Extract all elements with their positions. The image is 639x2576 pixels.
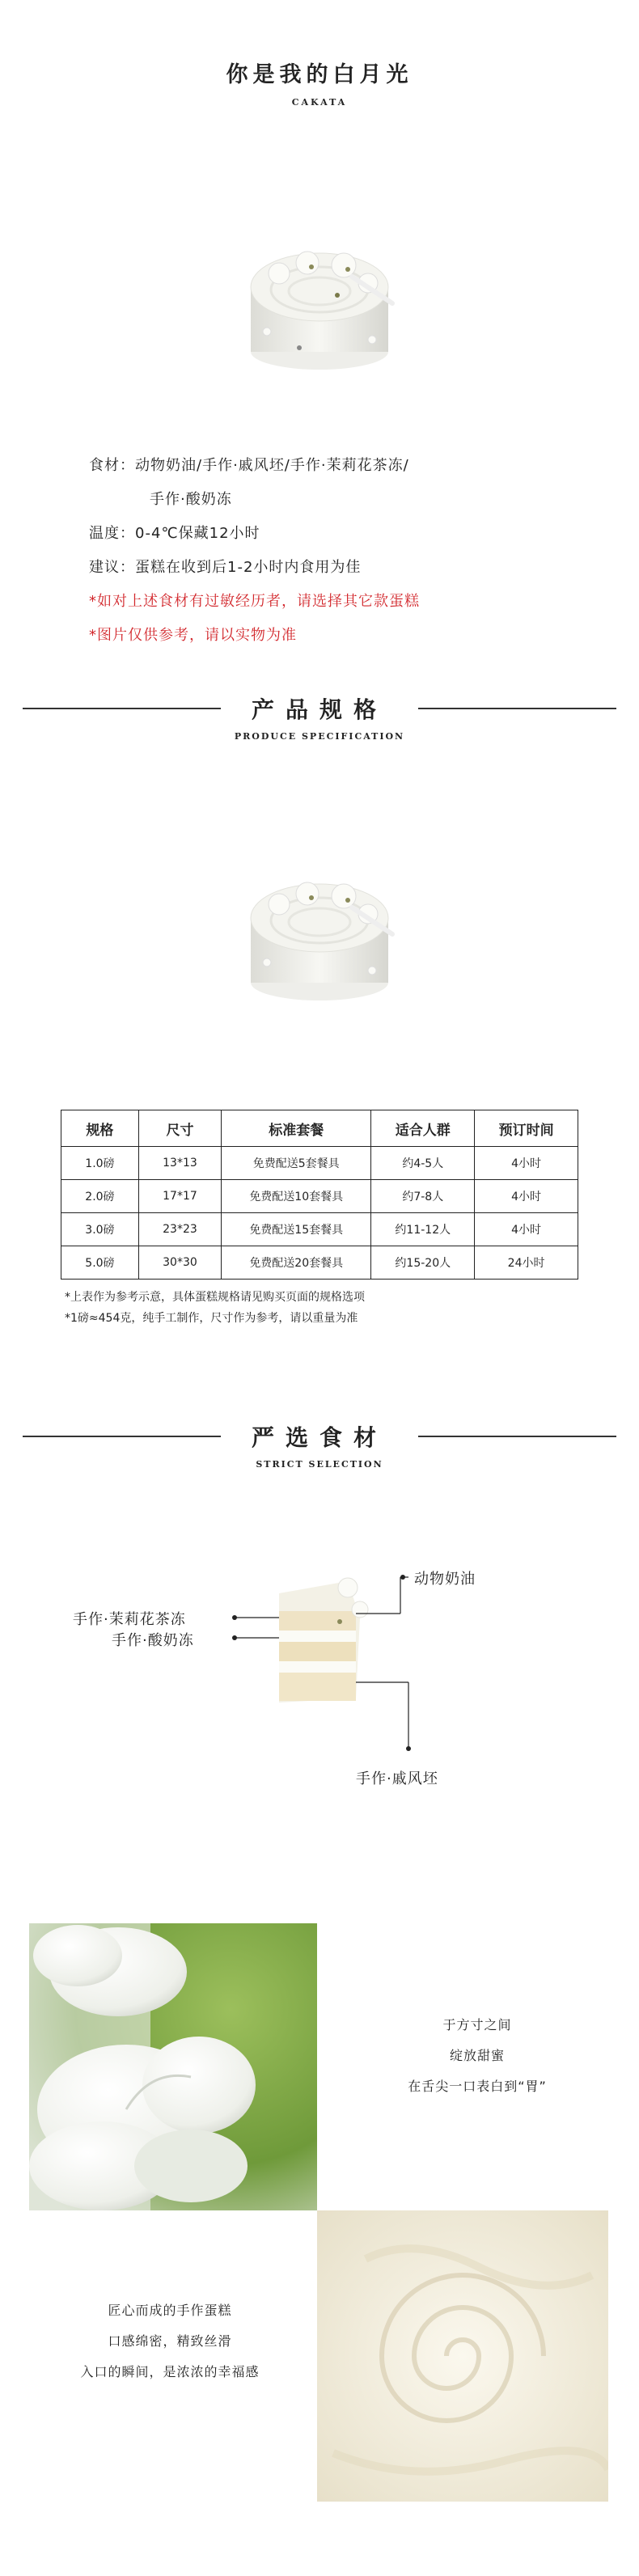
caption-line: 口感绵密，精致丝滑 [108,2333,232,2349]
table-header-cell: 预订时间 [475,1110,578,1147]
ingredient-label-yogurt: 手作·酸奶冻 [112,1632,194,1649]
spec-section-subtitle: PRODUCE SPECIFICATION [234,731,405,742]
table-cell: 约7-8人 [371,1180,475,1213]
cake-image-top [231,218,408,380]
table-cell: 1.0磅 [61,1147,139,1180]
table-cell: 2.0磅 [61,1180,139,1213]
table-cell: 免费配送10套餐具 [222,1180,371,1213]
table-header-row [61,1110,578,1147]
temperature-text: 温度：0-4℃保藏12小时 [89,525,260,542]
ingredient-label-cream: 动物奶油 [414,1571,476,1588]
table-cell: 23*23 [138,1213,221,1246]
table-note-1: *上表作为参考示意，具体蛋糕规格请见购买页面的规格选项 [65,1291,365,1304]
table-header-cell: 适合人群 [371,1110,475,1147]
caption-line: 于方寸之间 [442,2017,512,2032]
table-note-2: *1磅≈454克，纯手工制作，尺寸作为参考，请以重量为准 [65,1312,358,1325]
table-cell: 约15-20人 [371,1246,475,1280]
table-row [61,1147,578,1180]
table-row [61,1246,578,1280]
table-cell: 免费配送5套餐具 [222,1147,371,1180]
jasmine-photo [29,1923,317,2210]
caption-line: 绽放甜蜜 [449,2048,505,2063]
suggestion-text: 建议：蛋糕在收到后1-2小时内食用为佳 [89,559,362,576]
spec-section-title: 产品规格 [251,696,387,723]
ingredient-section-subtitle: STRICT SELECTION [256,1459,383,1470]
ingredients-line2: 手作·酸奶冻 [150,491,232,508]
page-subtitle: CAKATA [291,97,348,108]
info-block [89,449,420,653]
photo-caption-2 [49,2295,291,2388]
table-header-cell: 标准套餐 [222,1110,371,1147]
cream-photo [317,2210,608,2502]
table-header-cell: 尺寸 [138,1110,221,1147]
caption-line: 在舌尖一口表白到“胃” [408,2079,547,2094]
ingredient-label-chiffon: 手作·戚风坯 [356,1770,438,1787]
ingredients-row [89,449,420,483]
ingredient-label-jasmine: 手作·茉莉花茶冻 [73,1611,186,1628]
table-cell: 3.0磅 [61,1213,139,1246]
photo-caption-1 [356,2010,599,2102]
table-cell: 24小时 [475,1246,578,1280]
page-title: 你是我的白月光 [226,62,413,87]
table-cell: 4小时 [475,1147,578,1180]
table-header-cell: 规格 [61,1110,139,1147]
allergy-warning: *如对上述食材有过敏经历者，请选择其它款蛋糕 [89,593,420,610]
table-cell: 免费配送15套餐具 [222,1213,371,1246]
table-cell: 约4-5人 [371,1147,475,1180]
table-cell: 13*13 [138,1147,221,1180]
cake-image-spec [231,849,408,1011]
ingredient-diagram [0,1537,639,1804]
ingredients-line1: 动物奶油/手作·戚风坯/手作·茉莉花茶冻/ [135,457,409,474]
caption-line: 匠心而成的手作蛋糕 [108,2303,232,2318]
table-cell: 30*30 [138,1246,221,1280]
table-row [61,1180,578,1213]
image-warning: *图片仅供参考，请以实物为准 [89,627,297,644]
table-cell: 4小时 [475,1213,578,1246]
ingredient-section-title: 严选食材 [251,1424,387,1451]
caption-line: 入口的瞬间，是浓浓的幸福感 [80,2364,260,2379]
spec-table [61,1110,578,1280]
table-cell: 4小时 [475,1180,578,1213]
table-cell: 免费配送20套餐具 [222,1246,371,1280]
ingredients-label: 食材： [89,457,135,474]
table-row [61,1213,578,1246]
table-cell: 5.0磅 [61,1246,139,1280]
table-cell: 17*17 [138,1180,221,1213]
table-cell: 约11-12人 [371,1213,475,1246]
